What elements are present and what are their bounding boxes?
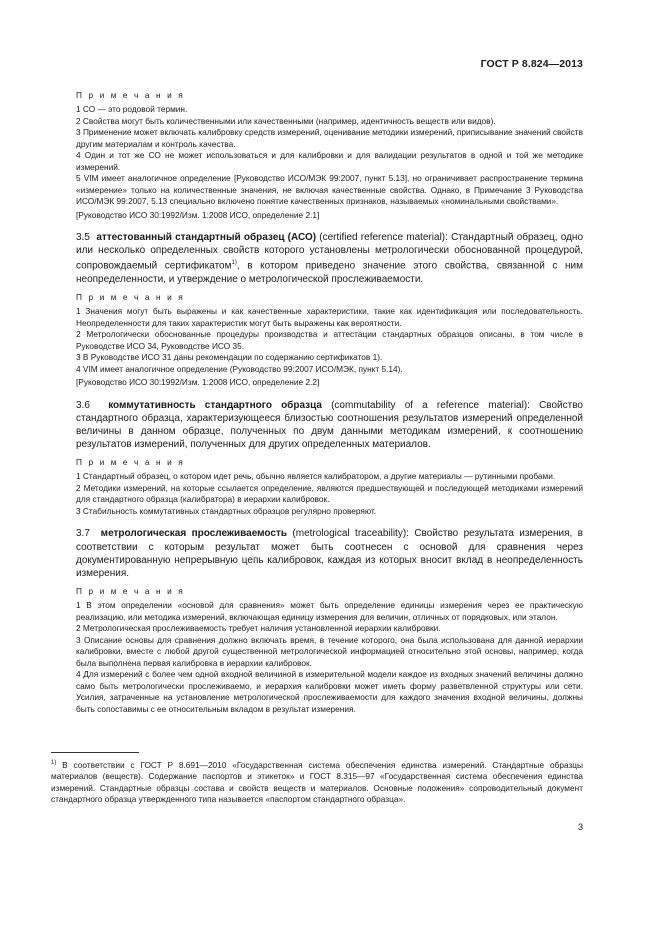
notes-heading: П р и м е ч а н и я bbox=[76, 90, 185, 100]
note-item: 2 Методики измерений, на которые ссылается определение, являются предшествующей и последующей методиками измерений для стандартного образца (калибратора) в иерархии калибровок. bbox=[76, 482, 583, 505]
term-name: метрологическая прослеживаемость bbox=[100, 528, 288, 540]
term-definition: (metrological traceability): Свойство результата измерения, в соответствии с которым результат может быть соотнесен с основой для сравнения через документированную непрерывную цепь калибровок, каждая из которых вносит вклад в неопределенность измерения. bbox=[76, 528, 583, 580]
term-3-6 bbox=[76, 399, 583, 452]
note-item: 4 Один и тот же СО не может использоваться и для калибровки и для валидации результатов в одной и той же методике измерений. bbox=[76, 150, 583, 172]
note-item: 3 В Руководстве ИСО 31 даны рекомендации по содержанию сертификатов 1). bbox=[76, 352, 383, 363]
term-name: аттестованный стандартный образец (АСО) bbox=[96, 232, 317, 243]
note-item: 3 Стабильность коммутативных стандартных образцов регулярно проверяют. bbox=[76, 505, 377, 516]
note-item: 1 Стандартный образец, о котором идет речь, обычно является калибратором, а другие материалы — рутинными пробами. bbox=[76, 471, 556, 482]
term-number: 3.6 bbox=[76, 399, 90, 411]
note-item: 4 Для измерений с более чем одной входной величиной в измерительной модели каждое из входных значений величины должно само быть метрологически прослеживаемо, и иерархия калибровки может иметь форму разветвленной структуры или сети. Усилия, затраченные на установление метрологической прослеживаемости для каждого значения входной величины, должны быть сопоставимы с ее относительным вкладом в результат измерения. bbox=[76, 669, 583, 714]
reference: [Руководство ИСО 30:1992/Изм. 1:2008 ИСО, определение 2.1] bbox=[76, 209, 320, 220]
note-item: 2 Метрологически обоснованные процедуры производства и аттестации стандартных образцов описаны, в том числе в Руководстве ИСО 34, Руководстве ИСО 35. bbox=[76, 329, 583, 351]
footnote-mark: 1) bbox=[231, 260, 237, 267]
note-item: 2 Метрологическая прослеживаемость требует наличия установленной иерархии калибровки. bbox=[76, 623, 441, 634]
reference: [Руководство ИСО 30:1992/Изм. 1:2008 ИСО, определение 2.2] bbox=[76, 377, 320, 388]
note-item: 5 VIM имеет аналогичное определение [Руководство ИСО/МЭК 99:2007, пункт 5.13], но ограничивает распространение термина «измерение» только на количественные значения, не включая качественные свойства. Однако, в Примечание 3 Руководства ИСО/МЭК 99:2007, 5.13 специально включено понятие качественных признаков, называемых «номинальными свойствами». bbox=[76, 173, 583, 206]
term-definition-cont: , в котором приведено значение этого свойства, связанной с ним неопределенности, и утверждение о метрологической прослеживаемости. bbox=[76, 260, 583, 285]
notes-heading: П р и м е ч а н и я bbox=[76, 457, 185, 468]
note-item: 1 Значения могут быть выражены и как качественные характеристики, такие как идентификация или последовательность. Неопределенности для таких характеристик могут быть выражены как вероятности. bbox=[76, 306, 583, 328]
note-item: 3 Применение может включать калибровку средств измерений, оценивание методики измерений, приписывание значений свойств другим материалам и контроль качества. bbox=[76, 127, 583, 149]
term-3-7 bbox=[76, 527, 583, 580]
document-header-id: ГОСТ Р 8.824—2013 bbox=[480, 58, 583, 70]
note-item: 1 СО — это родовой термин. bbox=[76, 104, 188, 114]
note-item: 3 Описание основы для сравнения должно включать время, в течение которого, она была использована для данной иерархии калибровки, вместе с любой другой существенной метрологической информацией относительно этой основы, например, когда была выполнена первая калибровка в иерархии калибровок. bbox=[76, 634, 583, 668]
notes-heading: П р и м е ч а н и я bbox=[76, 586, 185, 597]
footnote-divider bbox=[51, 752, 139, 753]
term-number: 3.5 bbox=[76, 232, 90, 243]
term-3-5 bbox=[76, 231, 583, 286]
footnote-text: В соответствии с ГОСТ Р 8.691—2010 «Государственная система обеспечения единства измерений. Стандартные образцы материалов (веществ). Содержание паспортов и этикеток» и ГОСТ 8.315—97 «Государственная система обеспечения единства измерений. Стандартные образцы состава и свойств веществ и материалов. Основные положения» сопроводительный документ стандартного образца утвержденного типа называется «паспортом стандартного образца». bbox=[51, 759, 583, 805]
document-body bbox=[76, 90, 583, 715]
footnote-mark: 1) bbox=[51, 760, 57, 766]
footnote bbox=[51, 758, 583, 806]
term-name: коммутативность стандартного образца bbox=[108, 399, 322, 411]
notes-heading: П р и м е ч а н и я bbox=[76, 292, 185, 303]
note-item: 2 Свойства могут быть количественными или качественными (например, идентичность веществ или видов). bbox=[76, 115, 496, 126]
term-number: 3.7 bbox=[76, 528, 90, 540]
term-definition: (certified reference material): Стандартный образец, одно или несколько определенных свойств которого установлены метрологически обоснованной процедурой, сопровождаемый сертификатом bbox=[76, 232, 584, 272]
term-definition: (commutability of a reference material): Свойство стандартного образца, характеризующееся близостью соотношения результатов измерений определенной величины в данном образце, полученных по двум данными методикам измерений, к соотношению результатов измерений, полученных для других определенных материалов. bbox=[76, 399, 583, 451]
page-number: 3 bbox=[577, 822, 583, 832]
note-item: 1 В этом определении «основой для сравнения» может быть определение единицы измерения через ее практическую реализацию, или методика измерений, включающая единицу измерения для величин, отличных от порядковых, или эталон. bbox=[76, 600, 583, 622]
note-item: 4 VIM имеет аналогичное определение (Руководство 99:2007 ИСО/МЭК, пункт 5.14). bbox=[76, 363, 403, 374]
